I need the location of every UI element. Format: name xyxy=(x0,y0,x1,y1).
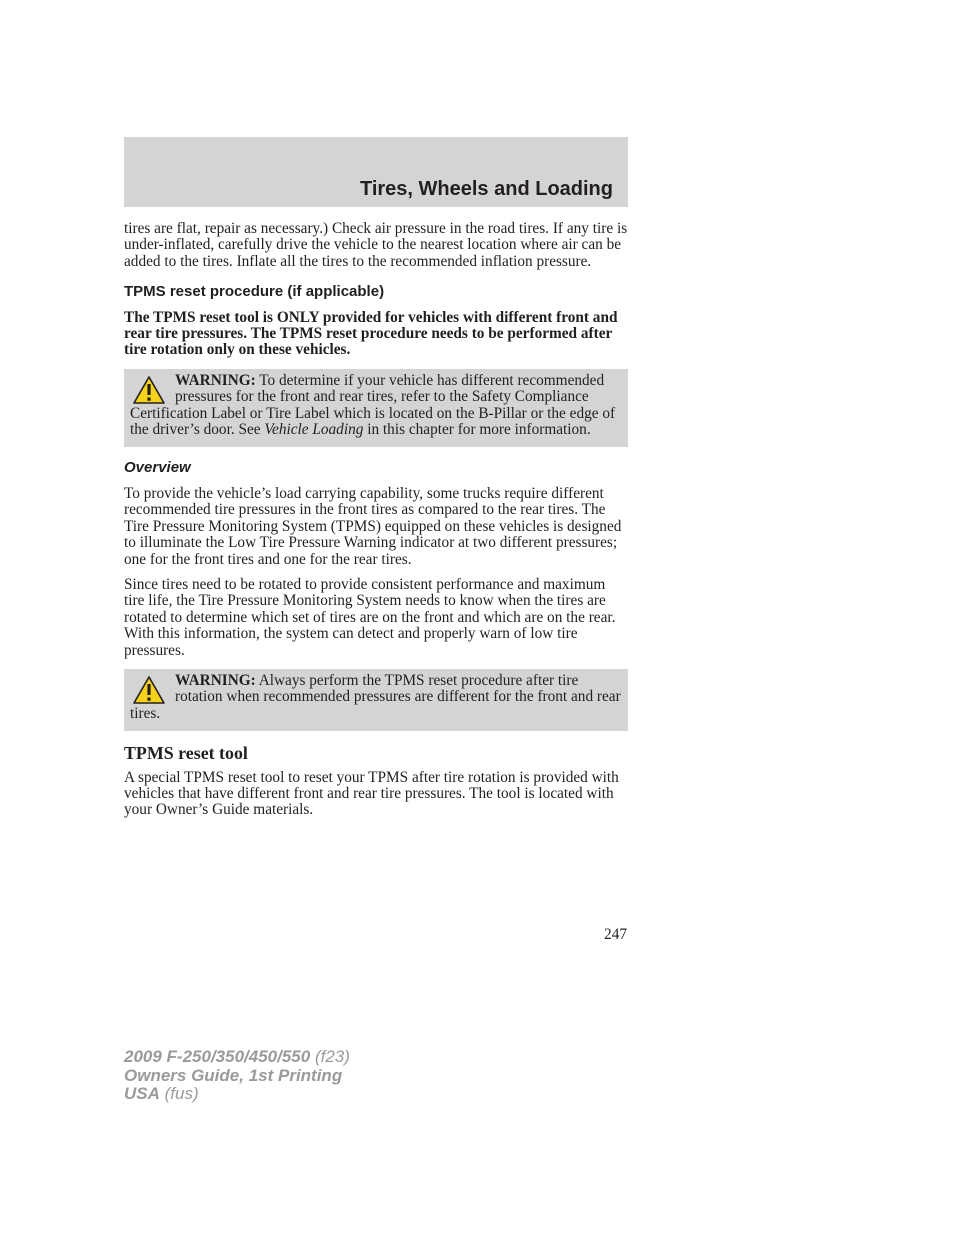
warning-triangle-icon xyxy=(132,375,166,405)
heading-tpms-reset-procedure: TPMS reset procedure (if applicable) xyxy=(124,283,385,301)
page-number: 247 xyxy=(604,926,627,943)
section-header-band xyxy=(124,137,628,207)
intro-paragraph: tires are flat, repair as necessary.) Check air pressure in the road tires. If any tire is under-inflated, carefully drive the vehicle to the nearest location where air can be added to the tires. Inflate all the tires to the recommended inflation pressure. xyxy=(124,220,628,270)
tpms-tool-notice: The TPMS reset tool is ONLY provided for vehicles with different front and rear tire pressures. The TPMS reset procedure needs to be performed after tire rotation only on these vehicles. xyxy=(124,308,618,359)
footer-line-model: 2009 F-250/350/450/550 (f23) xyxy=(124,1047,350,1066)
warning-text: Always perform the TPMS reset procedure after tire rotation when recommended pressures are different for the front and rear tires. xyxy=(130,671,621,722)
page-content xyxy=(124,221,628,828)
footer-line-region: USA (fus) xyxy=(124,1084,199,1103)
warning-box-2 xyxy=(124,669,628,731)
section-title: Tires, Wheels and Loading xyxy=(359,178,613,200)
warning-label: WARNING: xyxy=(175,371,256,389)
document-footer xyxy=(124,1048,350,1104)
cross-reference: Vehicle Loading xyxy=(264,421,364,439)
overview-paragraph-1: To provide the vehicle’s load carrying capability, some trucks require different recommended tire pressures in the front tires as compared to the rear tires. The Tire Pressure Monitoring System (TPMS) equipped on these vehicles is designed to illuminate the Low Tire Pressure Warning indicator at two different pressures; one for the front tires and one for the rear tires. xyxy=(124,484,622,568)
warning-text-end: in this chapter for more information. xyxy=(363,421,591,439)
warning-text: To determine if your vehicle has different recommended pressures for the front and rear tires, refer to the Safety Compliance Certification Label or Tire Label which is located on the B-Pillar or the edge of the driver’s door. See xyxy=(130,371,616,439)
overview-paragraph-2: Since tires need to be rotated to provide consistent performance and maximum tire life, the Tire Pressure Monitoring System needs to know when the tires are rotated to determine which set of tires are on the front and which are on the rear. With this information, the system can detect and properly warn of low tire pressures. xyxy=(124,575,616,659)
warning-triangle-icon xyxy=(132,675,166,705)
warning-label: WARNING: xyxy=(175,671,256,689)
heading-overview: Overview xyxy=(124,459,191,477)
footer-line-printing: Owners Guide, 1st Printing xyxy=(124,1065,343,1085)
reset-tool-paragraph: A special TPMS reset tool to reset your TPMS after tire rotation is provided with vehicles that have different front and rear tire pressures. The tool is located with your Owner’s Guide materials. xyxy=(124,768,619,819)
warning-box-1 xyxy=(124,369,628,448)
heading-tpms-reset-tool: TPMS reset tool xyxy=(124,743,248,764)
